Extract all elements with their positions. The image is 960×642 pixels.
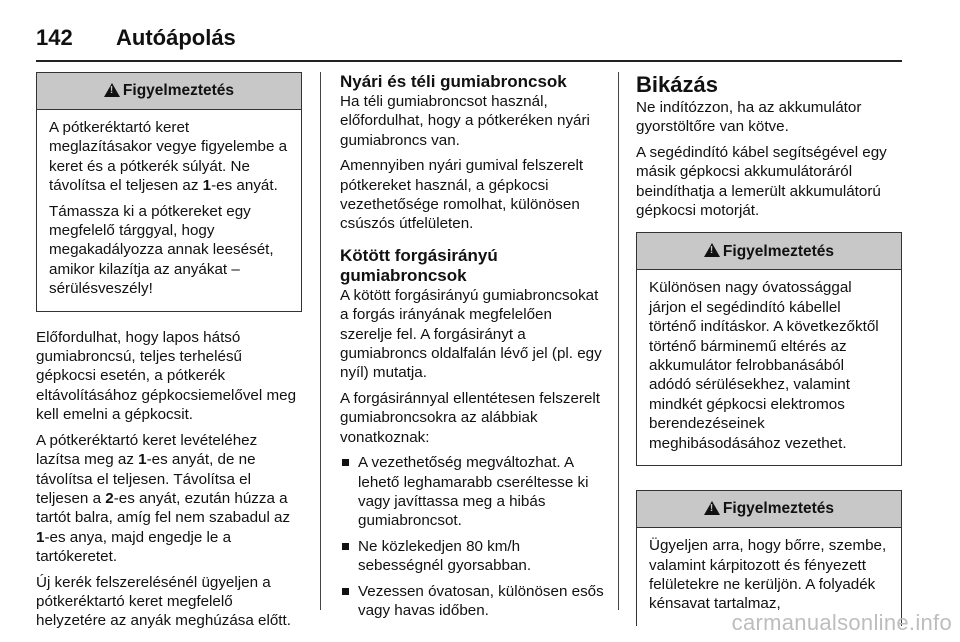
warning-box <box>636 490 902 626</box>
list-item: Vezessen óvatosan, különösen esős vagy havas időben. <box>340 582 606 621</box>
warning-paragraph: A pótkeréktartó keret meglazításakor vegye figyelembe a keret és a pótkerék súlyát. Ne távolítsa el teljesen az 1-es anyát. <box>49 119 288 195</box>
warning-icon <box>104 83 120 97</box>
list-item: Ne közlekedjen 80 km/h sebességnél gyorsabban. <box>340 537 606 576</box>
header-rule <box>36 60 902 62</box>
paragraph: Előfordulhat, hogy lapos hátsó gumiabroncsú, teljes terhelésű gépkocsi esetén, a pótkerék eltávolításához gépkocsiemelővel meg kell emelni a gépkocsit. <box>36 328 297 424</box>
warning-paragraph: Különösen nagy óvatossággal járjon el segédindító kábellel történő indításkor. A következőktől történő bárminemű eltérés az akkumulátor felrobbanásából adódó sérülésekhez, valamint mindkét gépkocsi elektromos berendezéseinek meghibásodásához vezethet. <box>649 279 879 452</box>
warning-icon <box>704 501 720 515</box>
bullet-list <box>340 453 606 620</box>
warning-title: Figyelmeztetés <box>122 82 235 100</box>
watermark: carmanualsonline.info <box>731 610 952 635</box>
page-header <box>36 18 236 58</box>
paragraph: A kötött forgásirányú gumiabroncsokat a forgás irányának megfelelően szerelje fel. A forgásirányt a gumiabroncs oldalfalán lévő jel (pl. egy nyíl) mutatja. <box>340 286 602 382</box>
paragraph: Új kerék felszerelésénél ügyeljen a pótkeréktartó keret megfelelő helyzetére az anyák meghúzása előtt. <box>36 573 291 630</box>
page-number: 142 <box>36 25 73 50</box>
warning-title: Figyelmeztetés <box>722 500 835 518</box>
warning-box <box>636 232 902 466</box>
section-title: Autóápolás <box>116 25 236 50</box>
warning-icon <box>704 243 720 257</box>
subheading: Kötött forgásirányú gumiabroncsok <box>340 245 498 285</box>
paragraph: Amennyiben nyári gumival felszerelt pótkereket használ, a gépkocsi vezethetősége romolhat, különösen csúszós útfelületen. <box>340 157 584 233</box>
paragraph: Ne indítózzon, ha az akkumulátor gyorstöltőre van kötve. <box>636 99 862 136</box>
subheading: Nyári és téli gumiabroncsok <box>340 72 567 91</box>
column-3 <box>636 72 902 636</box>
list-item: A vezethetőség megváltozhat. A lehető leghamarabb cseréltesse ki vagy javíttassa meg a hibás gumiabroncsot. <box>340 453 606 531</box>
column-divider-1 <box>320 72 321 610</box>
column-divider-2 <box>618 72 619 610</box>
warning-header <box>37 73 301 110</box>
warning-header <box>637 491 901 528</box>
paragraph: A segédindító kábel segítségével egy másik gépkocsi akkumulátoráról beindíthatja a lemerült akkumulátorú gépkocsi motorját. <box>636 143 887 220</box>
paragraph: A pótkeréktartó keret levételéhez lazítsa meg az 1-es anyát, de ne távolítsa el teljesen. Távolítsa el teljesen a 2-es anyát, ezután húzza a tartót balra, amíg fel nem szabadul az 1-es anya, majd engedje le a tartókeretet. <box>36 431 291 566</box>
warning-header <box>637 233 901 270</box>
warning-body <box>637 270 901 465</box>
warning-box <box>36 72 302 312</box>
warning-paragraph: Támassza ki a pótkereket egy megfelelő tárggyal, hogy megakadályozza annak leesését, amikor kilazítja az anyákat – sérülésveszély! <box>49 202 274 298</box>
paragraph: Ha téli gumiabroncsot használ, előfordulhat, hogy a pótkeréken nyári gumiabroncs van. <box>340 93 590 149</box>
section-heading: Bikázás <box>636 72 718 97</box>
paragraph: A forgásiránnyal ellentétesen felszerelt gumiabroncsokra az alábbiak vonatkoznak: <box>340 389 601 446</box>
warning-paragraph: Ügyeljen arra, hogy bőrre, szembe, valamint kárpitozott és fényezett felületekre ne kerüljön. A folyadék kénsavat tartalmaz, <box>649 537 887 613</box>
warning-body <box>37 110 301 311</box>
column-2 <box>340 72 606 626</box>
warning-title: Figyelmeztetés <box>722 242 835 260</box>
column-1 <box>36 72 302 637</box>
